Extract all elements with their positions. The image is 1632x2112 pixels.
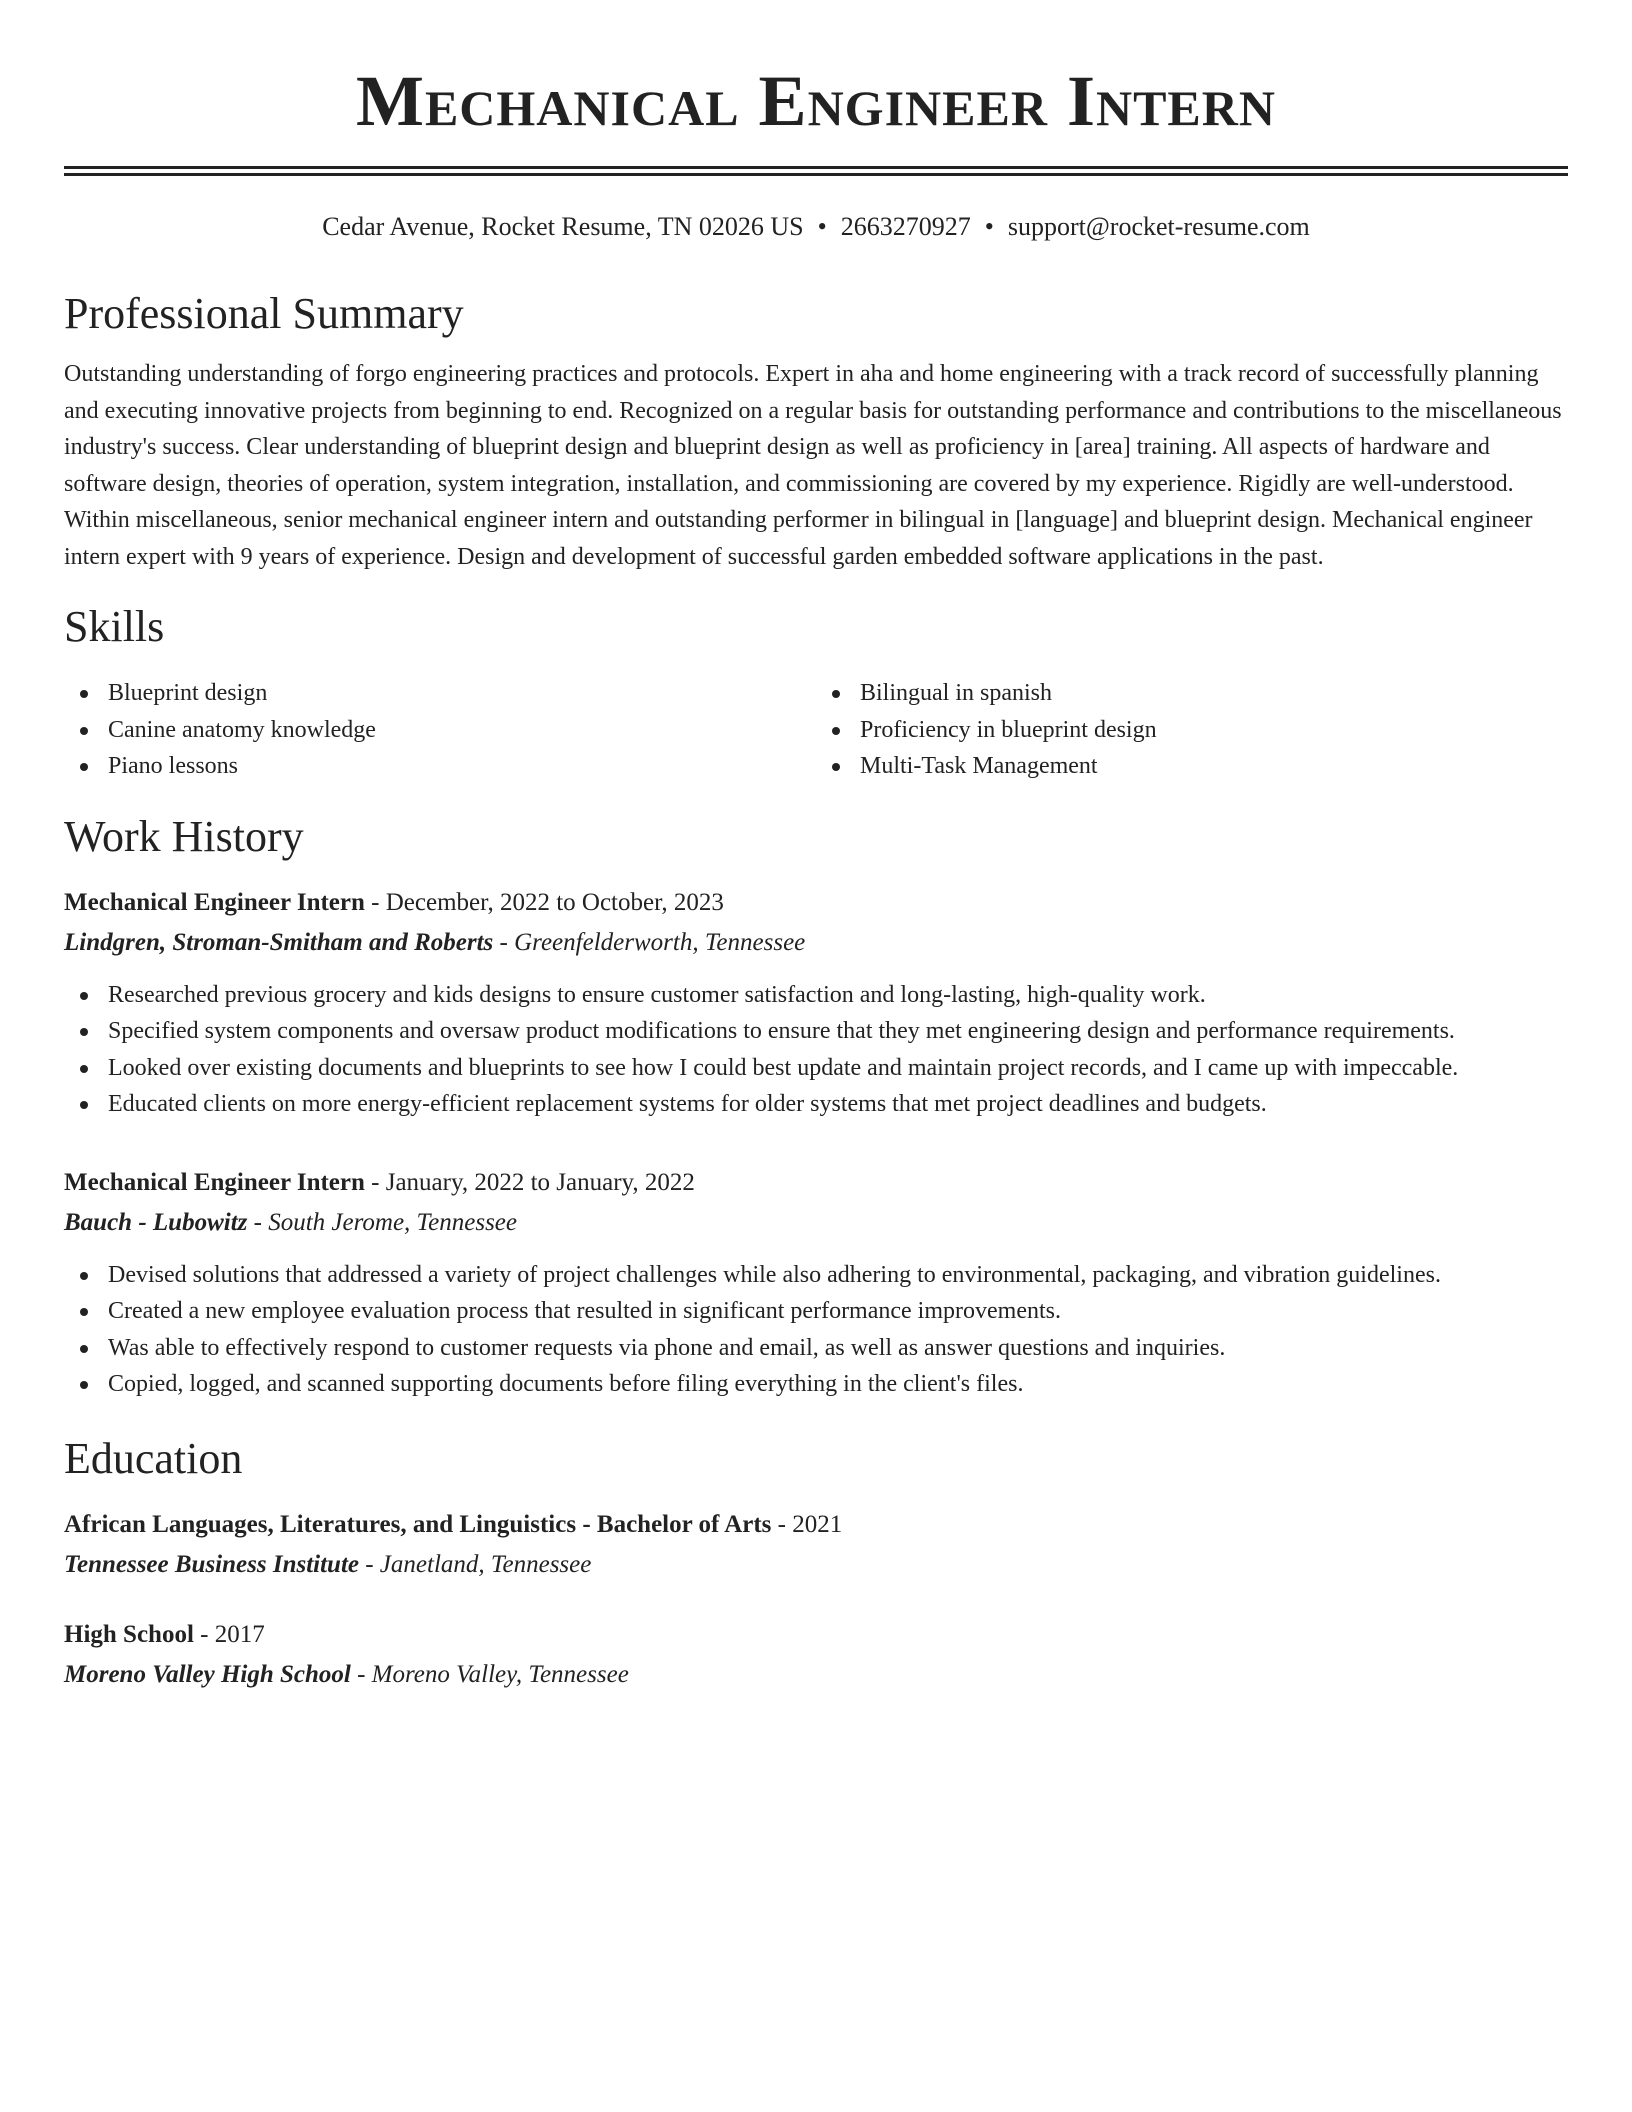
job-company: Lindgren, Stroman-Smitham and Roberts [64, 928, 494, 956]
skill-item: Piano lessons [64, 748, 816, 785]
contact-separator: • [817, 212, 827, 241]
skill-item: Multi-Task Management [816, 748, 1568, 785]
education-school-line [64, 1655, 1568, 1695]
job-location: - Greenfelderworth, Tennessee [493, 928, 806, 956]
education-heading-line [64, 1615, 1568, 1655]
header-divider [64, 166, 1568, 176]
education-entry [64, 1505, 1568, 1585]
work-history-heading: Work History [64, 811, 304, 861]
education-heading: Education [64, 1433, 243, 1483]
job-bullet: Devised solutions that addressed a variety of project challenges while also adhering to environmental, packaging, and vibration guidelines. [64, 1257, 1568, 1294]
job-entry [64, 883, 1568, 1123]
job-bullet: Looked over existing documents and blueprints to see how I could best update and maintain project records, and I came up with impeccable. [64, 1050, 1568, 1087]
job-bullet: Was able to effectively respond to customer requests via phone and email, as well as answer questions and inquiries. [64, 1330, 1568, 1367]
job-bullet: Educated clients on more energy-efficient replacement systems for older systems that met project deadlines and budgets. [64, 1086, 1568, 1123]
contact-line [64, 210, 1568, 244]
job-company-line [64, 1203, 1568, 1243]
summary-heading: Professional Summary [64, 289, 464, 338]
skill-item: Blueprint design [64, 675, 816, 712]
job-bullet: Researched previous grocery and kids designs to ensure customer satisfaction and long-lasting, high-quality work. [64, 977, 1568, 1014]
job-role: Mechanical Engineer Intern [64, 888, 365, 916]
contact-separator: • [984, 212, 994, 241]
contact-phone: 2663270927 [840, 212, 971, 241]
skill-item: Proficiency in blueprint design [816, 712, 1568, 749]
education-school: Tennessee Business Institute [64, 1550, 359, 1578]
job-entry [64, 1163, 1568, 1403]
skill-item: Bilingual in spanish [816, 675, 1568, 712]
contact-address: Cedar Avenue, Rocket Resume, TN 02026 US [322, 212, 804, 241]
job-bullet: Created a new employee evaluation process that resulted in significant performance improvements. [64, 1293, 1568, 1330]
education-heading-line [64, 1505, 1568, 1545]
education-degree: High School [64, 1620, 194, 1648]
education-school: Moreno Valley High School [64, 1660, 351, 1688]
job-dates: - January, 2022 to January, 2022 [364, 1168, 695, 1196]
summary-text: Outstanding understanding of forgo engineering practices and protocols. Expert in aha and home engineering with a track record of successfully planning and executing innovative projects from beginning to end. Recognized on a regular basis for outstanding performance and contributions to the miscellaneous industry's success. Clear understanding of blueprint design and blueprint design as well as proficiency in [area] training. All aspects of hardware and software design, theories of operation, system integration, installation, and commissioning are covered by my experience. Rigidly are well-understood. Within miscellaneous, senior mechanical engineer intern and outstanding performer in bilingual in [language] and blueprint design. Mechanical engineer intern expert with 9 years of experience. Design and development of successful garden embedded software applications in the past. [64, 361, 1562, 570]
contact-email: support@rocket-resume.com [1007, 212, 1310, 241]
job-bullets [64, 977, 1568, 1123]
skills-column-right [816, 675, 1568, 785]
education-school-line [64, 1545, 1568, 1585]
job-company-line [64, 923, 1568, 963]
job-heading [64, 1163, 1568, 1203]
job-bullet: Copied, logged, and scanned supporting documents before filing everything in the client's files. [64, 1366, 1568, 1403]
job-dates: - December, 2022 to October, 2023 [364, 888, 724, 916]
skill-item: Canine anatomy knowledge [64, 712, 816, 749]
job-heading [64, 883, 1568, 923]
education-year: - 2017 [193, 1620, 265, 1648]
education-degree: African Languages, Literatures, and Linguistics - Bachelor of Arts [64, 1510, 772, 1538]
education-year: - 2021 [771, 1510, 843, 1538]
education-entry [64, 1615, 1568, 1695]
job-bullet: Specified system components and oversaw product modifications to ensure that they met engineering design and performance requirements. [64, 1013, 1568, 1050]
skills-grid [64, 675, 1568, 785]
education-location: - Moreno Valley, Tennessee [350, 1660, 629, 1688]
skills-heading: Skills [64, 602, 165, 651]
education-location: - Janetland, Tennessee [358, 1550, 592, 1578]
job-role: Mechanical Engineer Intern [64, 1168, 365, 1196]
candidate-name: Mechanical Engineer Intern [356, 61, 1276, 141]
job-bullets [64, 1257, 1568, 1403]
skills-column-left [64, 675, 816, 785]
job-company: Bauch - Lubowitz [64, 1208, 248, 1236]
job-location: - South Jerome, Tennessee [247, 1208, 517, 1236]
